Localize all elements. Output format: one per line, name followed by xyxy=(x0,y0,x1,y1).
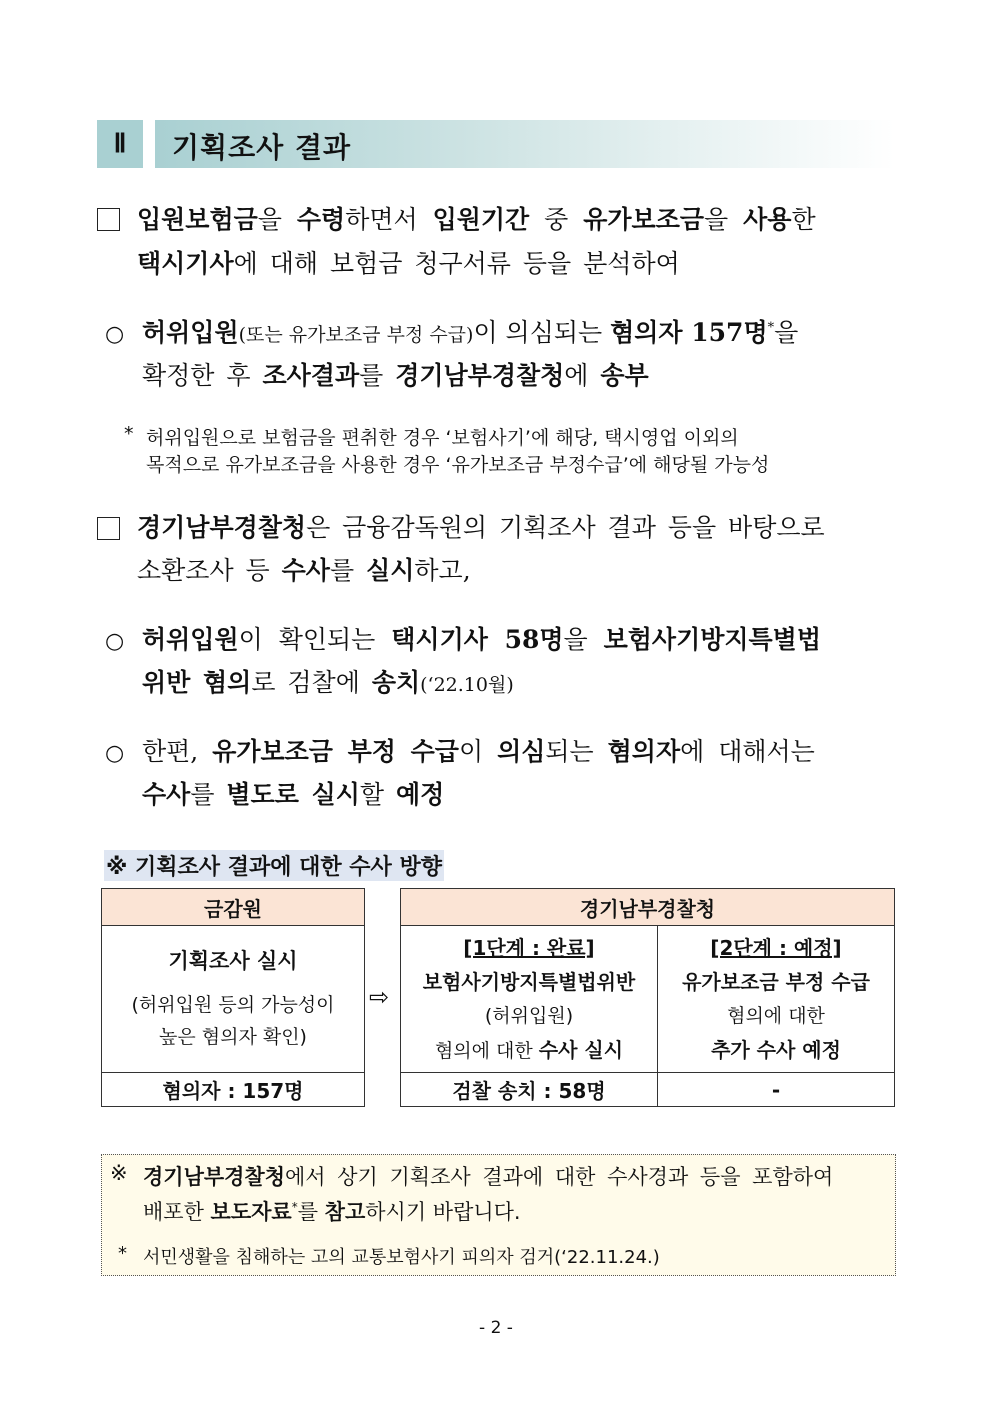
paragraph-1-line-2: 택시기사에 대해 보험금 청구서류 등을 분석하여 xyxy=(137,249,680,278)
fss-footer: 혐의자 : 157명 xyxy=(102,1073,365,1107)
fss-body xyxy=(102,926,365,1073)
stage-2-cell xyxy=(658,926,895,1073)
fss-header: 금감원 xyxy=(102,889,365,926)
stage-1-line-2: (허위입원) xyxy=(484,1004,574,1027)
paragraph-1a-line-1: 허위입원(또는 유가보조금 부정 수급)이 의심되는 혐의자 157명*을 xyxy=(142,318,799,347)
paragraph-2b-line-1: 한편, 유가보조금 부정 수급이 의심되는 혐의자에 대해서는 xyxy=(142,737,815,766)
fss-table xyxy=(101,888,365,1107)
diagram-title: ※ 기획조사 결과에 대한 수사 방향 xyxy=(104,850,444,881)
stage-1-cell xyxy=(401,926,658,1073)
paragraph-2a-line-2: 위반 혐의로 검찰에 송치(‘22.10월) xyxy=(142,668,514,697)
fss-sub-2: 높은 혐의자 확인) xyxy=(159,1026,307,1048)
section-title: 기획조사 결과 xyxy=(172,131,352,164)
stage-2-line-3: 추가 수사 예정 xyxy=(711,1038,841,1062)
reference-mark: ※ xyxy=(110,1161,128,1185)
stage-2-line-2: 혐의에 대한 xyxy=(727,1005,825,1027)
bullet-circle-icon: ○ xyxy=(105,629,125,654)
paragraph-1a-line-2: 확정한 후 조사결과를 경기남부경찰청에 송부 xyxy=(142,361,649,390)
footnote-1-line-1: 허위입원으로 보험금을 편취한 경우 ‘보험사기’에 해당, 택시영업 이외의 xyxy=(146,427,739,449)
bullet-circle-icon: ○ xyxy=(105,322,125,347)
fss-main: 기획조사 실시 xyxy=(168,949,298,973)
bullet-circle-icon: ○ xyxy=(105,741,125,766)
arrow-right-icon: ⇨ xyxy=(369,983,390,1011)
stage-2-title: [2단계 : 예정] xyxy=(710,936,842,960)
paragraph-2a-line-1: 허위입원이 확인되는 택시기사 58명을 보험사기방지특별법 xyxy=(142,625,821,654)
stage-1-footer: 검찰 송치 : 58명 xyxy=(401,1073,658,1107)
checkbox-square-icon xyxy=(97,208,120,231)
paragraph-1-line-1: 입원보험금을 수령하면서 입원기간 중 유가보조금을 사용한 xyxy=(137,205,816,234)
reference-line-2: 배포한 보도자료*를 참고하시기 바랍니다. xyxy=(143,1200,521,1224)
police-table xyxy=(400,888,895,1107)
paragraph-2-line-1: 경기남부경찰청은 금융감독원의 기획조사 결과 등을 바탕으로 xyxy=(137,513,825,542)
paragraph-2b-line-2: 수사를 별도로 실시할 예정 xyxy=(142,780,445,809)
fss-sub-1: (허위입원 등의 가능성이 xyxy=(131,994,335,1016)
stage-1-line-3: 혐의에 대한 수사 실시 xyxy=(434,1037,624,1062)
section-number: Ⅱ xyxy=(97,120,143,168)
footnote-mark: * xyxy=(124,423,134,445)
reference-line-1: 경기남부경찰청에서 상기 기획조사 결과에 대한 수사경과 등을 포함하여 xyxy=(143,1165,834,1189)
reference-footnote-mark: * xyxy=(118,1243,127,1264)
police-header: 경기남부경찰청 xyxy=(401,889,895,926)
stage-2-line-1: 유가보조금 부정 수급 xyxy=(682,970,870,994)
footnote-1-line-2: 목적으로 유가보조금을 사용한 경우 ‘유가보조금 부정수급’에 해당될 가능성 xyxy=(146,454,770,476)
stage-2-footer: - xyxy=(658,1073,895,1107)
paragraph-2-line-2: 소환조사 등 수사를 실시하고, xyxy=(137,556,471,585)
checkbox-square-icon xyxy=(97,517,120,540)
reference-footnote: 서민생활을 침해하는 고의 교통보험사기 피의자 검거(‘22.11.24.) xyxy=(143,1247,660,1268)
stage-1-line-1: 보험사기방지특별법위반 xyxy=(422,969,636,994)
page-number: - 2 - xyxy=(479,1318,513,1338)
stage-1-title: [1단계 : 완료] xyxy=(463,935,595,960)
